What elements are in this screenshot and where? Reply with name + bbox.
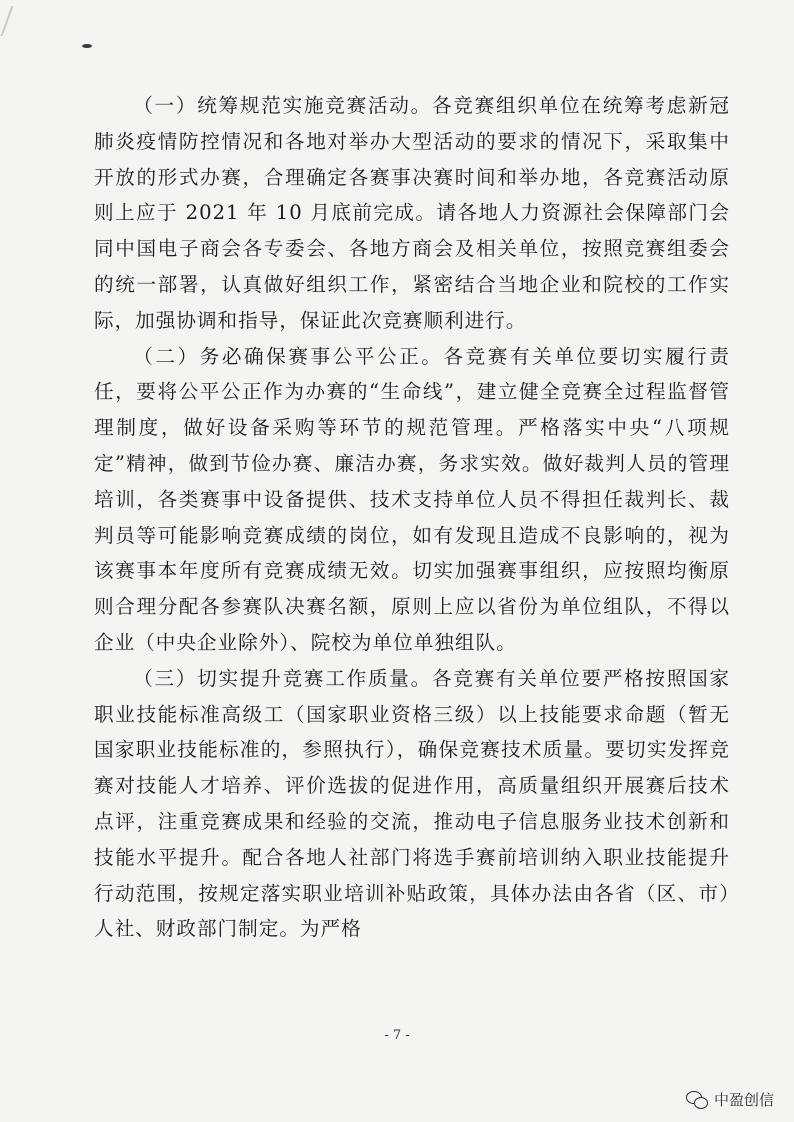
wechat-icon	[686, 1091, 708, 1109]
paragraph-3-heading: （三）切实提升竞赛工作质量。	[133, 666, 432, 690]
document-body	[94, 88, 730, 947]
paragraph-2-heading: （二）务必确保赛事公平公正。	[133, 344, 444, 368]
paragraph-3	[94, 661, 730, 947]
paragraph-2	[94, 339, 730, 661]
paragraph-2-text: 各竞赛有关单位要切实履行责任，要将公平公正作为办赛的“生命线”，建立健全竞赛全过程监督管理制度，做好设备采购等环节的规范管理。严格落实中央“八项规定”精神，做到节俭办赛、廉洁办赛，务求实效。做好裁判人员的管理培训，各类赛事中设备提供、技术支持单位人员不得担任裁判长、裁判员等可能影响竞赛成绩的岗位，如有发现且造成不良影响的，视为该赛事本年度所有竞赛成绩无效。切实加强赛事组织，应按照均衡原则合理分配各参赛队决赛名额，原则上应以省份为单位组队，不得以企业（中央企业除外）、院校为单位单独组队。	[94, 344, 731, 654]
paragraph-3-text: 各竞赛有关单位要严格按照国家职业技能标准高级工（国家职业资格三级）以上技能要求命题（暂无国家职业技能标准的，参照执行），确保竞赛技术质量。要切实发挥竞赛对技能人才培养、评价选拔的促进作用，高质量组织开展赛后技术点评，注重竞赛成果和经验的交流，推动电子信息服务业技术创新和技能水平提升。配合各地人社部门将选手赛前培训纳入职业技能提升行动范围，按规定落实职业培训补贴政策，具体办法由各省（区、市）人社、财政部门制定。为严格	[94, 666, 731, 941]
paragraph-1-heading: （一）统筹规范实施竞赛活动。	[133, 94, 432, 117]
watermark-text: 中盈创信	[713, 1091, 774, 1109]
page-number: - 7 -	[384, 1028, 410, 1043]
paragraph-1	[94, 88, 730, 339]
scan-corner-mark	[1, 6, 28, 36]
scan-speck	[82, 44, 92, 48]
watermark	[686, 1089, 774, 1110]
paragraph-1-text: 各竞赛组织单位在统筹考虑新冠肺炎疫情防控情况和各地对举办大型活动的要求的情况下，采取集中开放的形式办赛，合理确定各赛事决赛时间和举办地，各竞赛活动原则上应于 2021 年 10 月底前完成。请各地人力资源社会保障部门会同中国电子商会各专委会、各地方商会及相关单位，按照竞赛组委会的统一部署，认真做好组织工作，紧密结合当地企业和院校的工作实际，加强协调和指导，保证此次竞赛顺利进行。	[94, 94, 731, 332]
